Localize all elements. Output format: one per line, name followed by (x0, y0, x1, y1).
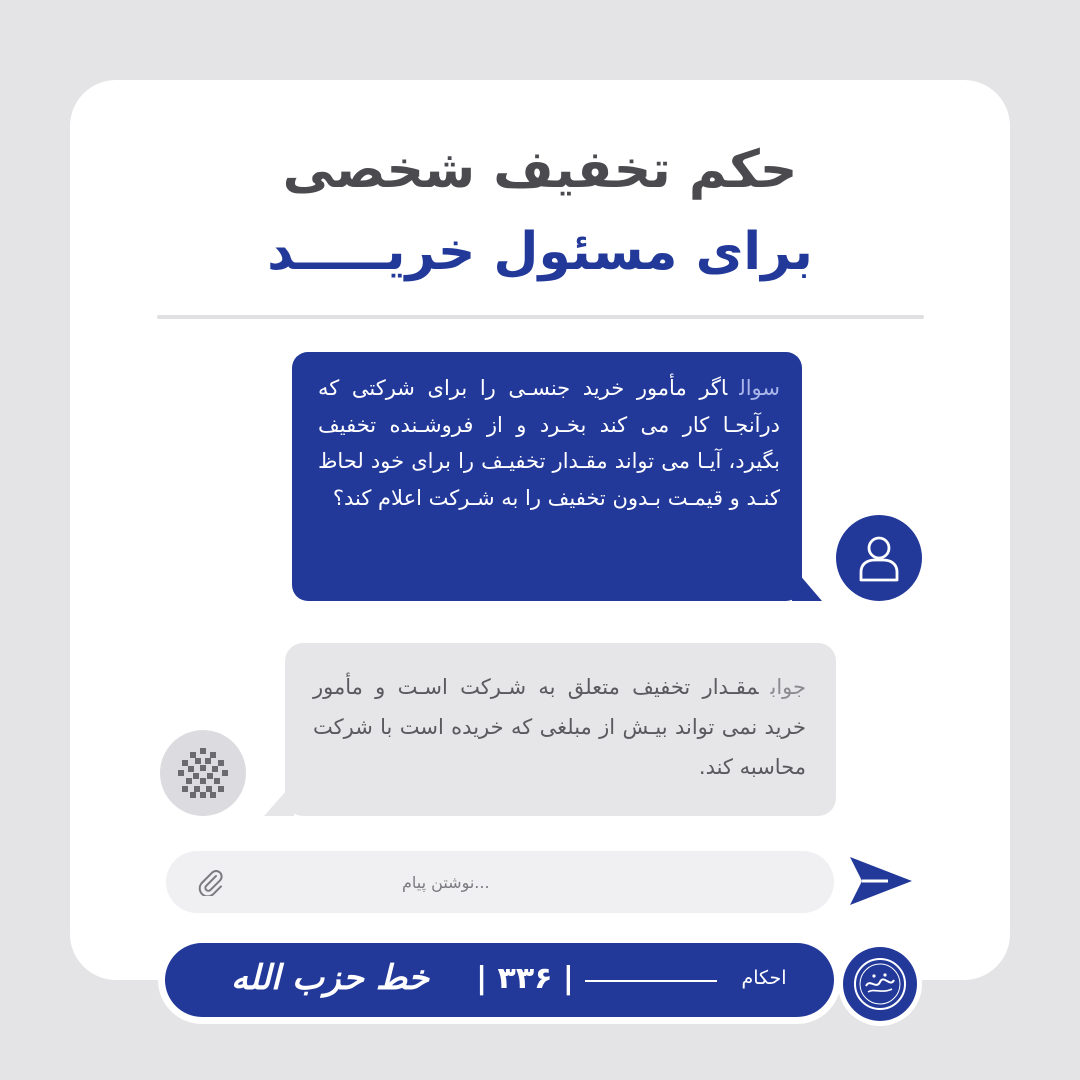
seal-icon (852, 956, 908, 1012)
footer-category: احکام (741, 967, 787, 989)
page-title: حکم تخفیف شخصی (282, 140, 798, 200)
message-composer (166, 851, 834, 913)
message-input[interactable] (402, 866, 702, 898)
question-text: اگر مأمور خرید جنسـی را برای شرکتی که درآنجـا کار می کند بخـرد و از فروشـنده تخفیف بگیرد، آیـا می تواند مقـدار تخفیـف را برای خود لحاظ کنـد و قیمـت بـدون تخفیف را به شـرکت اعلام کند؟ (318, 376, 780, 510)
answer-bubble (285, 643, 836, 816)
page-subtitle: برای مسئول خریـــــد (267, 222, 813, 282)
title-divider (157, 315, 924, 319)
question-label: سوال (739, 376, 780, 400)
answer-text: مقـدار تخفیف متعلق به شـرکت اسـت و مأمور خرید نمی تواند بیـش از مبلغی که خریده است با شرکت محاسبه کند. (313, 675, 806, 779)
emblem-avatar (160, 730, 246, 816)
send-icon[interactable] (848, 853, 914, 909)
paperclip-icon[interactable] (196, 868, 224, 896)
answer-label: جواب (770, 675, 806, 699)
seal-badge (843, 947, 917, 1021)
series-logo: خط حزب الله (230, 958, 430, 998)
question-bubble (292, 352, 802, 601)
post-number: | ۳۳۶ | (476, 961, 574, 996)
emblem-icon (176, 746, 230, 800)
user-icon (857, 534, 901, 582)
footer-divider-line (585, 980, 717, 982)
user-avatar (836, 515, 922, 601)
